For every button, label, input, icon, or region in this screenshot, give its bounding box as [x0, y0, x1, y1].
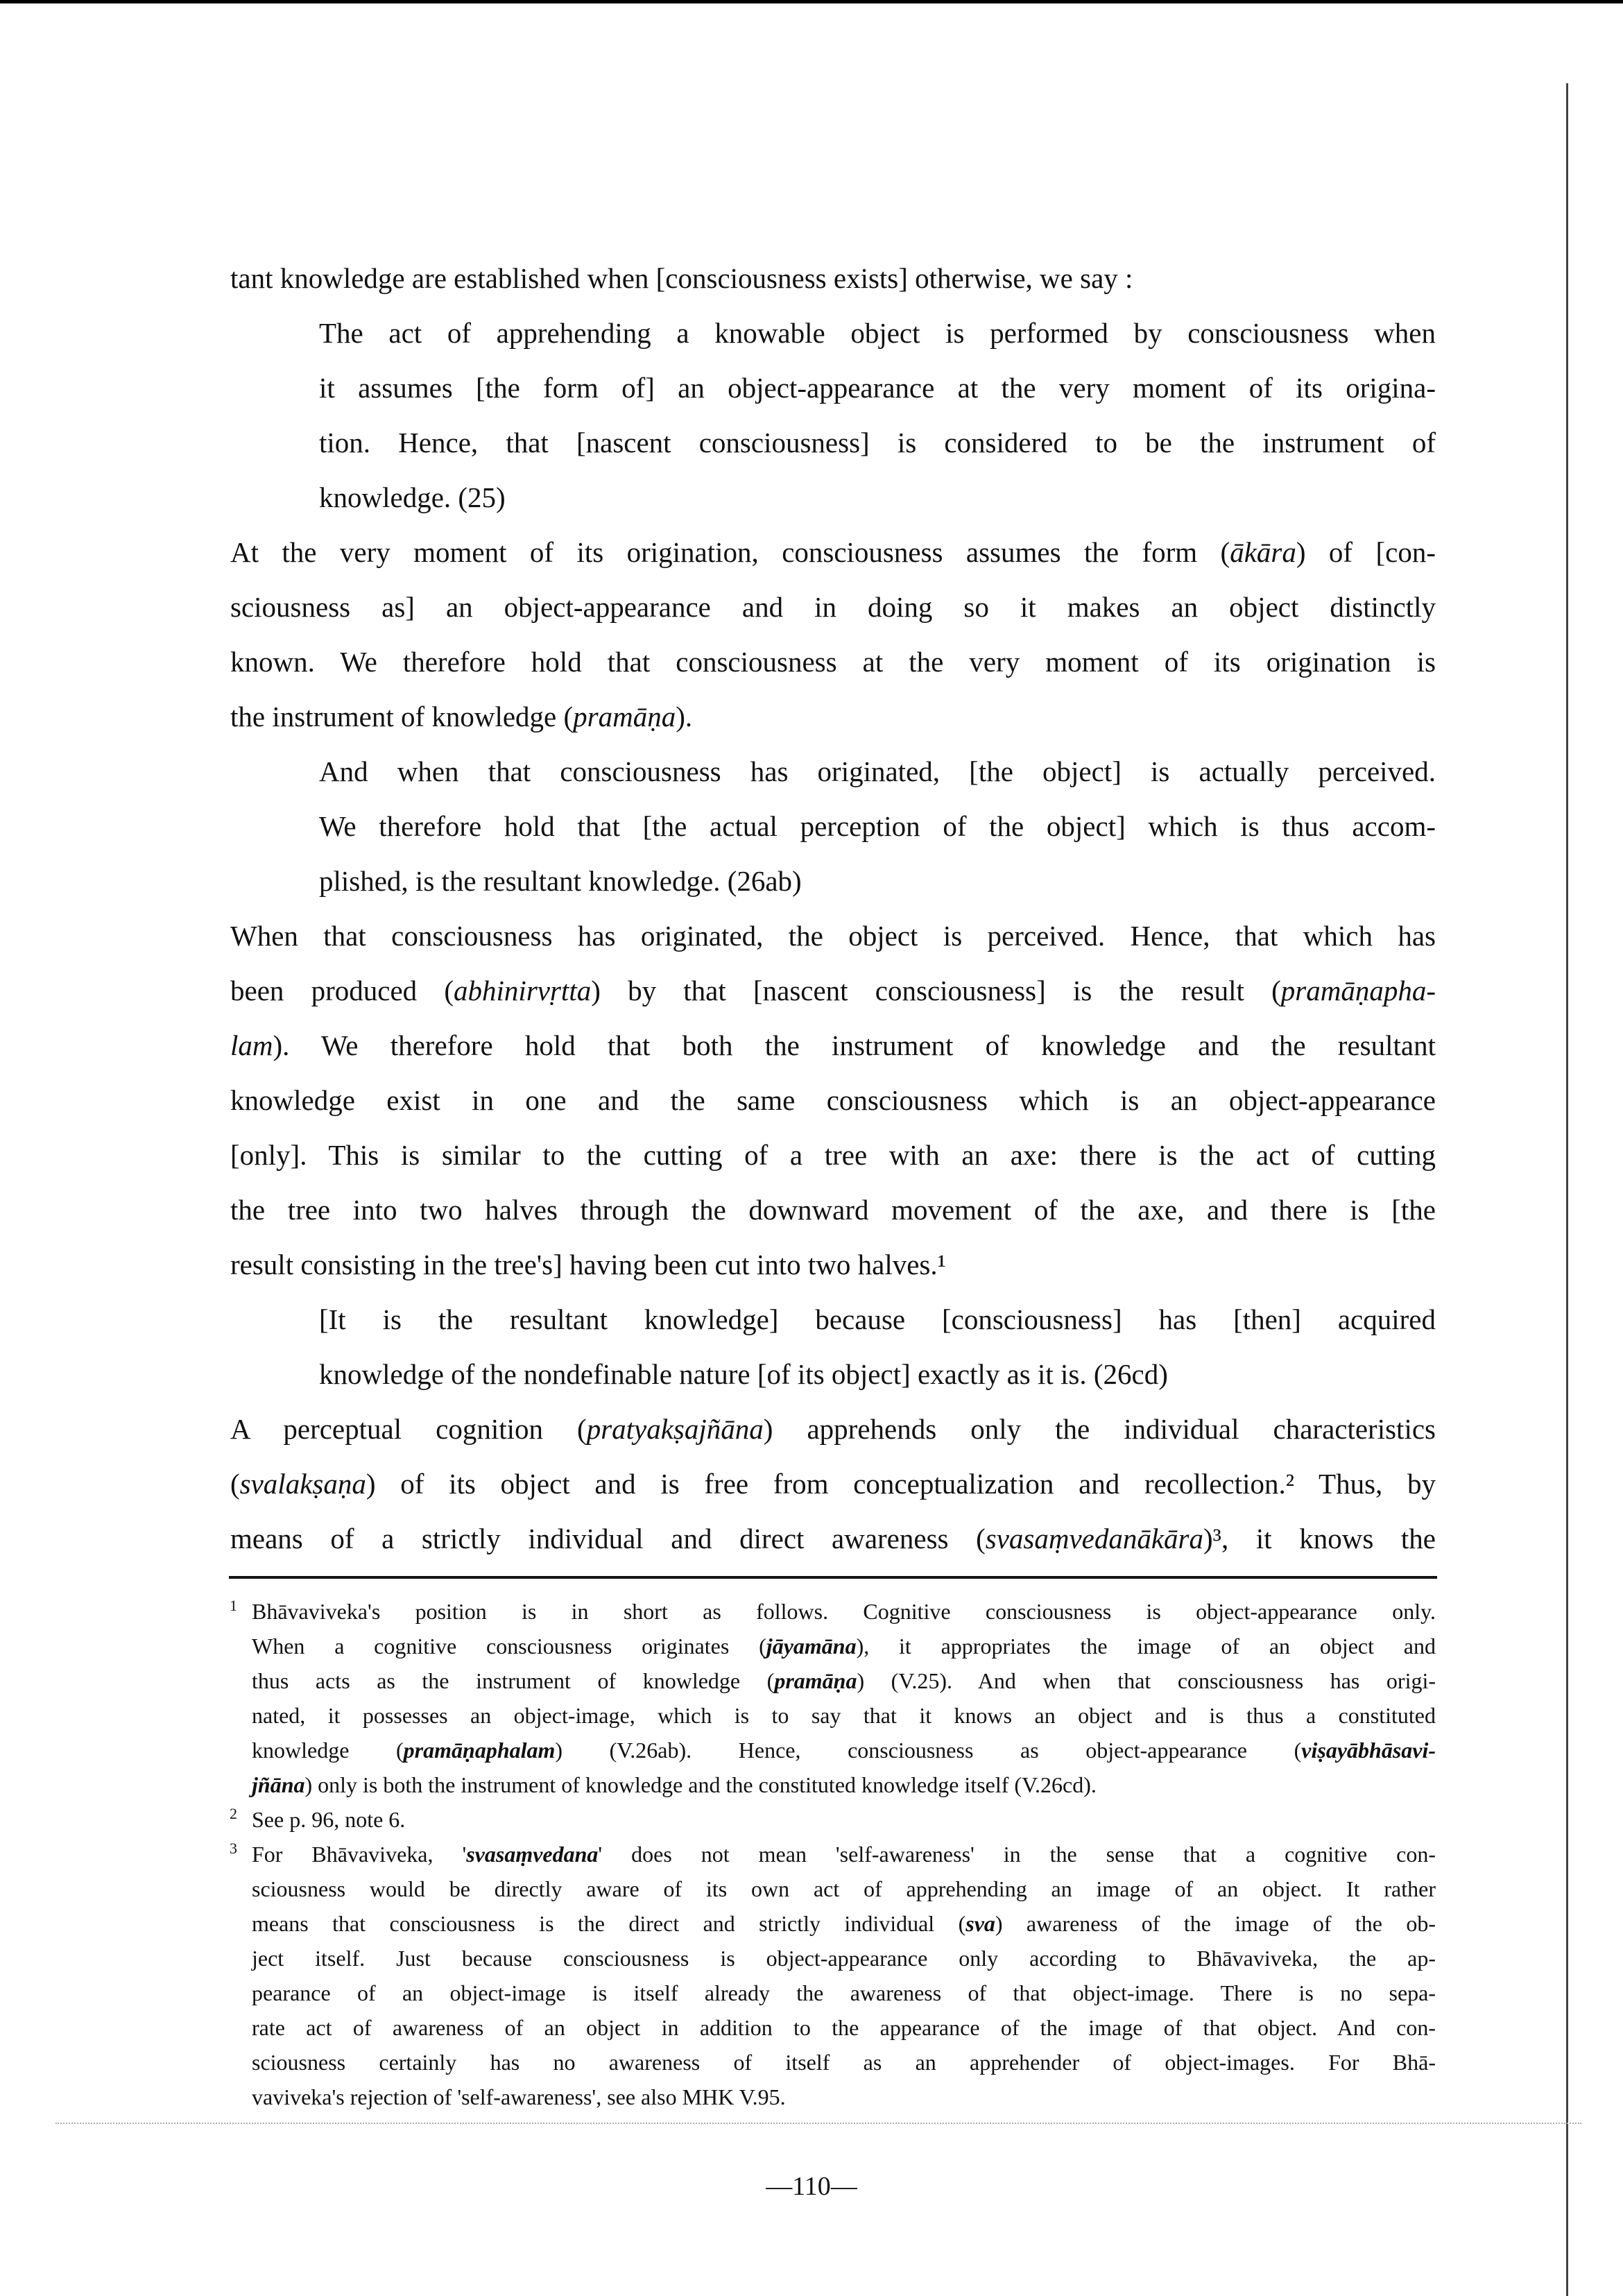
text-run: knowledge of the nondefinable nature [of its object] exactly as it is. (26cd)	[319, 1358, 1168, 1390]
text-run: )³, it knows the	[1203, 1523, 1436, 1554]
scan-artifact-line	[55, 2123, 1581, 2124]
italic-term: jñāna	[252, 1772, 305, 1797]
text-line	[252, 2010, 1436, 2045]
text-line	[252, 1906, 1436, 1941]
footnote-separator	[229, 1576, 1437, 1579]
text-line	[230, 1457, 1436, 1511]
italic-term: svasaṃvedanākāra	[985, 1523, 1204, 1554]
text-line	[230, 963, 1436, 1018]
text-run: When that consciousness has originated, the object is perceived. Hence, that which has	[230, 920, 1436, 952]
text-line	[252, 1594, 1436, 1629]
footnote	[230, 1802, 1436, 1837]
text-line	[319, 1347, 1436, 1402]
text-line	[319, 1292, 1436, 1347]
text-line	[230, 1237, 1436, 1292]
text-line	[252, 1767, 1436, 1802]
text-run: ject itself. Just because consciousness is object-appearance only according to Bhāvaviveka, the ap-	[252, 1946, 1436, 1971]
text-run: ) only is both the instrument of knowledge and the constituted knowledge itself (V.26cd).	[304, 1772, 1097, 1797]
italic-term: pramāṇaphalam	[403, 1738, 556, 1763]
text-line	[230, 1073, 1436, 1128]
footnote-marker: 3	[230, 1840, 237, 1857]
text-run: ).	[676, 701, 693, 733]
verse-quote	[230, 1292, 1436, 1402]
text-run: ) awareness of the image of the ob-	[995, 1911, 1436, 1936]
italic-term: ākāra	[1230, 536, 1296, 568]
italic-term: pratyakṣajñāna	[586, 1413, 764, 1445]
text-line	[230, 1402, 1436, 1457]
paragraph	[230, 1402, 1436, 1566]
text-line	[230, 1018, 1436, 1073]
italic-term: pramāṇa	[774, 1668, 857, 1693]
text-run: When a cognitive consciousness originates (	[252, 1634, 766, 1659]
text-line	[230, 1511, 1436, 1566]
text-line	[252, 1698, 1436, 1733]
text-line	[230, 1183, 1436, 1237]
text-line	[252, 1629, 1436, 1663]
text-run: knowledge (	[252, 1738, 404, 1763]
text-run: result consisting in the tree's] having been cut into two halves.¹	[230, 1249, 946, 1280]
text-run: ) apprehends only the individual characteristics	[763, 1413, 1436, 1445]
italic-term: svasaṃvedana	[466, 1842, 599, 1867]
text-run: knowledge. (25)	[319, 481, 506, 513]
text-line	[252, 1871, 1436, 1906]
text-run: ' does not mean 'self-awareness' in the sense that a cognitive con-	[598, 1842, 1436, 1867]
footnotes	[230, 1594, 1436, 2114]
italic-term: jāyamāna	[766, 1634, 857, 1659]
italic-term: sva	[965, 1911, 995, 1936]
verse-quote	[230, 306, 1436, 525]
italic-term: abhinirvṛtta	[454, 975, 592, 1006]
text-line	[252, 1663, 1436, 1698]
text-run: tion. Hence, that [nascent consciousness] is considered to be the instrument of	[319, 427, 1436, 459]
text-run: the tree into two halves through the downward movement of the axe, and there is [the	[230, 1194, 1436, 1226]
text-run: sciousness as] an object-appearance and in doing so it makes an object distinctly	[230, 591, 1436, 623]
text-run: At the very moment of its origination, consciousness assumes the form (	[230, 536, 1230, 568]
text-run: ) of its object and is free from conceptualization and recollection.² Thus, by	[366, 1468, 1436, 1500]
text-run: plished, is the resultant knowledge. (26ab)	[319, 865, 802, 897]
text-line	[252, 1941, 1436, 1976]
italic-term: pramāṇapha-	[1280, 975, 1436, 1006]
text-run: See p. 96, note 6.	[252, 1807, 406, 1832]
text-run: pearance of an object-image is itself already the awareness of that object-image. There is no sepa-	[252, 1980, 1436, 2005]
text-run: it assumes [the form of] an object-appearance at the very moment of its origina-	[319, 372, 1436, 404]
text-run: ) (V.26ab). Hence, consciousness as object-appearance (	[555, 1738, 1302, 1763]
text-line	[230, 525, 1436, 580]
page-number: —110—	[766, 2172, 857, 2201]
text-run: ) (V.25). And when that consciousness has origi-	[857, 1668, 1436, 1693]
text-run: sciousness certainly has no awareness of itself as an apprehender of object-images. For Bhā-	[252, 2050, 1436, 2075]
text-line	[230, 1128, 1436, 1183]
footnote	[230, 1594, 1436, 1802]
paragraph	[230, 251, 1436, 306]
text-run: nated, it possesses an object-image, which is to say that it knows an object and is thus a constituted	[252, 1703, 1436, 1728]
text-line	[230, 635, 1436, 689]
text-line	[319, 470, 1436, 525]
italic-term: lam	[230, 1029, 273, 1061]
text-run: knowledge exist in one and the same consciousness which is an object-appearance	[230, 1084, 1436, 1116]
text-run: [only]. This is similar to the cutting of a tree with an axe: there is the act of cutting	[230, 1139, 1436, 1171]
footnote	[230, 1837, 1436, 2114]
text-line	[230, 251, 1436, 306]
text-line	[252, 1837, 1436, 1871]
text-line	[230, 689, 1436, 744]
text-run: vaviveka's rejection of 'self-awareness', see also MHK V.95.	[252, 2084, 786, 2109]
text-run: means of a strictly individual and direct awareness (	[230, 1523, 986, 1554]
text-run: For Bhāvaviveka, '	[252, 1842, 467, 1867]
text-run: the instrument of knowledge (	[230, 701, 574, 733]
text-run: means that consciousness is the direct and strictly individual (	[252, 1911, 966, 1936]
text-run: ). We therefore hold that both the instrument of knowledge and the resultant	[273, 1029, 1436, 1061]
text-run: sciousness would be directly aware of its own act of apprehending an image of an object. It rather	[252, 1876, 1436, 1901]
italic-term: viṣayābhāsavi-	[1301, 1738, 1436, 1763]
text-run: A perceptual cognition (	[230, 1413, 587, 1445]
italic-term: svalakṣaṇa	[239, 1468, 366, 1500]
text-run: And when that consciousness has originated, [the object] is actually perceived.	[319, 755, 1436, 787]
footnote-marker: 1	[230, 1597, 237, 1614]
verse-quote	[230, 744, 1436, 909]
text-line	[319, 799, 1436, 854]
text-run: thus acts as the instrument of knowledge (	[252, 1668, 775, 1693]
text-line	[252, 2080, 1436, 2114]
text-run: (	[230, 1468, 240, 1500]
main-text	[230, 251, 1436, 1566]
paragraph	[230, 525, 1436, 744]
text-run: tant knowledge are established when [consciousness exists] otherwise, we say :	[230, 262, 1133, 294]
text-run: ) by that [nascent consciousness] is the result (	[591, 975, 1281, 1006]
text-run: Bhāvaviveka's position is in short as follows. Cognitive consciousness is object-appearance only.	[252, 1599, 1436, 1624]
italic-term: pramāṇa	[573, 701, 676, 733]
text-line	[252, 1802, 1436, 1837]
text-line	[252, 1976, 1436, 2010]
text-run: ), it appropriates the image of an object and	[856, 1634, 1436, 1659]
text-run: rate act of awareness of an object in addition to the appearance of the image of that object. And con-	[252, 2015, 1436, 2040]
text-line	[230, 909, 1436, 963]
footnote-marker: 2	[230, 1805, 237, 1822]
text-run: been produced (	[230, 975, 454, 1006]
text-line	[252, 2045, 1436, 2080]
scan-top-edge	[0, 0, 1623, 3]
text-line	[319, 306, 1436, 361]
text-run: known. We therefore hold that consciousness at the very moment of its origination is	[230, 646, 1436, 678]
text-run: [It is the resultant knowledge] because [consciousness] has [then] acquired	[319, 1303, 1436, 1335]
scan-binding-edge	[1566, 83, 1568, 2296]
text-line	[230, 580, 1436, 635]
text-line	[319, 744, 1436, 799]
text-run: We therefore hold that [the actual perception of the object] which is thus accom-	[319, 810, 1436, 842]
paragraph	[230, 909, 1436, 1292]
text-line	[319, 854, 1436, 909]
text-run: The act of apprehending a knowable object is performed by consciousness when	[319, 317, 1436, 349]
text-line	[252, 1733, 1436, 1767]
text-line	[319, 361, 1436, 415]
text-run: ) of [con-	[1296, 536, 1436, 568]
text-line	[319, 415, 1436, 470]
